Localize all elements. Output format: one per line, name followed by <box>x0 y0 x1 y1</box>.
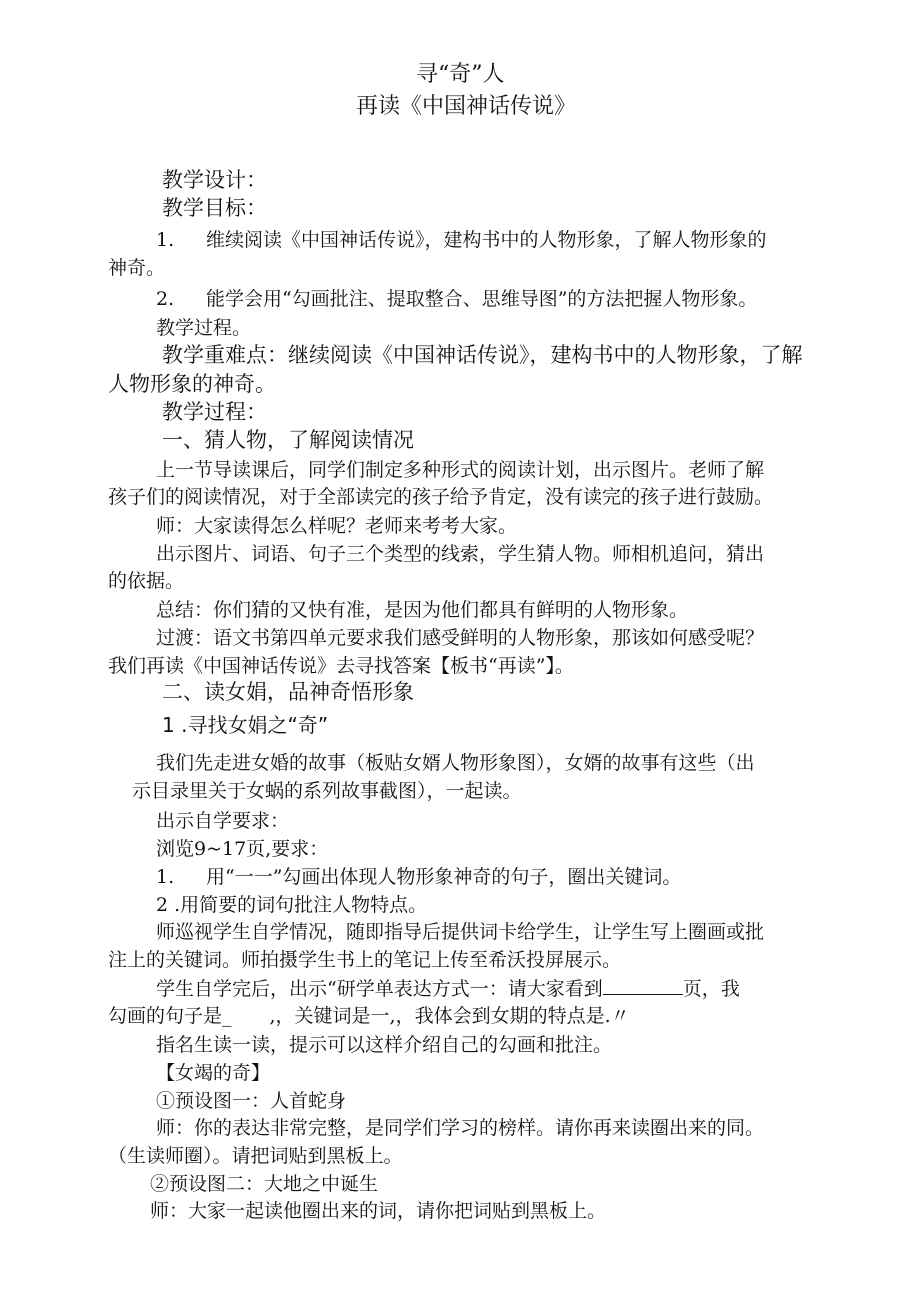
para-5: 过渡：语文书第四单元要求我们感受鲜明的人物形象，那该如何感受呢？ <box>156 627 765 649</box>
para-11: 指名生读一读，提示可以这样介绍自己的勾画和批注。 <box>156 1034 613 1056</box>
para-4: 总结：你们猜的又快有准，是因为他们都具有鲜明的人物形象。 <box>156 599 689 621</box>
goal1-text-cont: 神奇。 <box>108 257 166 279</box>
heading-goals: 教学目标： <box>162 196 267 220</box>
heading-part1: 一、猜人物，了解阅读情况 <box>162 428 414 452</box>
heading-process: 教学过程： <box>162 400 267 424</box>
para-12: 【女竭的奇】 <box>156 1062 271 1084</box>
para-1-cont: 孩子们的阅读情况，对于全部读完的孩子给予肯定，没有读完的孩子进行鼓励。 <box>108 486 774 508</box>
para-8: 浏览9~17页,要求： <box>156 838 329 860</box>
para-10 <box>156 976 740 1002</box>
goal1-number: 1. <box>156 229 175 251</box>
para-1: 上一节导读课后，同学们制定多种形式的阅读计划，出示图片。老师了解 <box>156 459 765 481</box>
para-6: 我们先走进女婚的故事（板贴女婿人物形象图），女婿的故事有这些（出 <box>156 752 755 774</box>
para-6-cont: 示目录里关于女蜗的系列故事截图），一起读。 <box>132 780 522 802</box>
difficulty-text-cont: 人物形象的神奇。 <box>108 372 276 396</box>
para-9-cont: 注上的关键词。师拍摄学生书上的笔记上传至希沃投屏展示。 <box>108 949 622 971</box>
goal1-text: 维续阅读《中国神话传说》，建构书中的人物形象，了解人物形象的 <box>206 229 767 251</box>
fill-blank <box>603 976 683 995</box>
para-14-cont: （生读师圈）。请把词贴到黑板上。 <box>108 1145 403 1167</box>
heading-design: 教学设计： <box>162 168 267 192</box>
req2-text: 2 .用简要的词句批注人物特点。 <box>156 894 428 916</box>
req1-text: 用“一一”勾画出体现人物形象神奇的句子，圈出关键词。 <box>206 866 682 888</box>
goal2-number: 2. <box>156 288 175 310</box>
para-14: 师：你的表达非常完整，是同学们学习的榜样。请你再来读圈出来的同。 <box>156 1117 765 1139</box>
para-10-pre: 学生自学完后，出示“研学单表达方式一：请大家看到 <box>156 978 603 1000</box>
para-15: ②预设图二：大地之中诞生 <box>150 1173 379 1195</box>
doc-title: 寻“奇”人 <box>416 62 505 87</box>
req1-number: 1. <box>156 866 175 888</box>
para-16: 师：大家一起读他圈出来的词，请你把词贴到黑板上。 <box>150 1200 607 1222</box>
doc-subtitle: 再读《中国神话传说》 <box>356 94 577 119</box>
para-2: 师：大家读得怎么样呢？老师来考考大家。 <box>156 515 518 537</box>
difficulty-text: 教学重难点：继续阅读《中国神话传说》，建构书中的人物形象，了解 <box>162 343 803 367</box>
para-9: 师巡视学生自学情况，随即指导后提供词卡给学生，让学生写上圈画或批 <box>156 921 765 943</box>
para-10-part1: 勾画的句子是_ <box>108 1005 232 1027</box>
para-10-cont <box>108 1003 630 1029</box>
para-5-cont: 我们再读《中国神话传说》去寻找答案【板书“再读”】。 <box>108 655 574 677</box>
para-7: 出示自学要求： <box>156 810 290 832</box>
para-3: 出示图片、词语、句子三个类型的线索，学生猜人物。师相机追问，猜出 <box>156 543 765 565</box>
subheading-1: 1 .寻找女娟之“奇” <box>162 713 329 737</box>
heading-part2: 二、读女娟，品神奇悟形象 <box>162 680 414 704</box>
para-10-part2: ,，关键词是一,，我体会到女期的特点是.〃 <box>269 1005 630 1027</box>
para-13: ①预设图一：人首蛇身 <box>156 1090 347 1112</box>
process-label: 教学过程。 <box>156 317 252 339</box>
para-3-cont: 的依据。 <box>108 570 185 592</box>
para-10-post: 页，我 <box>682 978 740 1000</box>
goal2-text: 能学会用“勾画批注、提取整合、思维导图”的方法把握人物形象。 <box>206 288 758 310</box>
